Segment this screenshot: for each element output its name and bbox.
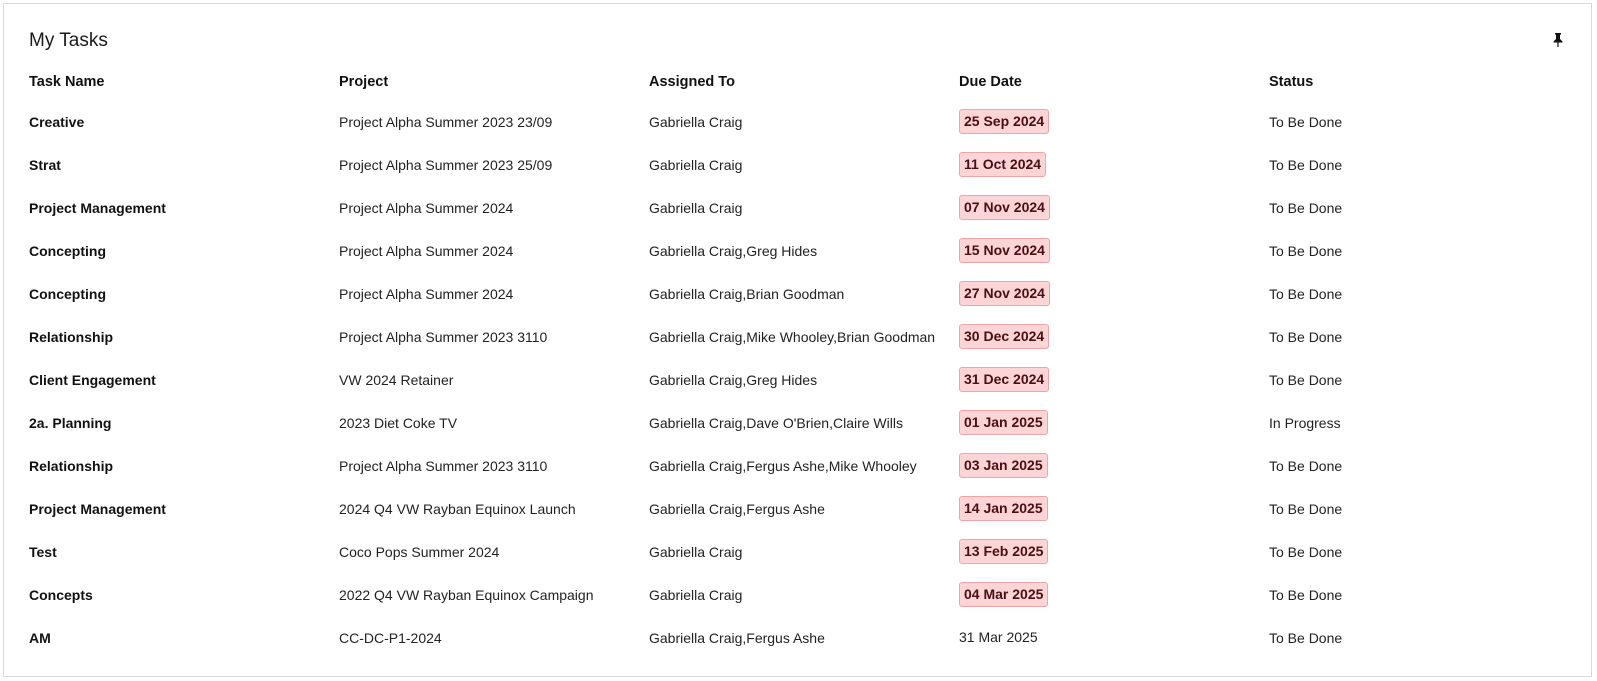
- assignees-cell: [649, 243, 959, 259]
- project-name-cell: [339, 458, 649, 474]
- table-row[interactable]: [29, 100, 1569, 143]
- project-name: CC-DC-P1-2024: [339, 629, 442, 646]
- status-text: To Be Done: [1269, 543, 1343, 560]
- project-name-cell: [339, 415, 649, 431]
- project-name: Project Alpha Summer 2024: [339, 242, 514, 259]
- status-text: To Be Done: [1269, 242, 1343, 259]
- table-row[interactable]: [29, 315, 1569, 358]
- project-name-cell: [339, 544, 649, 560]
- assignees: Gabriella Craig,Brian Goodman: [649, 285, 845, 302]
- task-name-cell: [29, 200, 339, 216]
- task-name-cell: [29, 329, 339, 345]
- task-table: [29, 64, 1569, 659]
- due-date-badge-cell: [959, 152, 1269, 177]
- status-text: To Be Done: [1269, 500, 1343, 517]
- project-name-cell: [339, 243, 649, 259]
- task-name-cell: [29, 544, 339, 560]
- assignees: Gabriella Craig,Fergus Ashe,Mike Whooley: [649, 457, 917, 474]
- assignees: Gabriella Craig,Mike Whooley,Brian Goodman: [649, 328, 936, 345]
- assignees-cell: [649, 458, 959, 474]
- due-date-badge: 07 Nov 2024: [959, 195, 1050, 220]
- project-name: Project Alpha Summer 2023 3110: [339, 457, 548, 474]
- task-name[interactable]: Relationship: [29, 328, 114, 345]
- project-name: Coco Pops Summer 2024: [339, 543, 500, 560]
- task-name-cell: [29, 587, 339, 603]
- task-name-cell: [29, 114, 339, 130]
- table-body: [29, 100, 1569, 659]
- due-date-badge-cell: [959, 324, 1269, 349]
- status-text-cell: [1269, 329, 1569, 345]
- table-header: [29, 64, 1569, 100]
- project-name: Project Alpha Summer 2024: [339, 285, 514, 302]
- task-name[interactable]: Strat: [29, 156, 61, 173]
- project-name: Project Alpha Summer 2023 23/09: [339, 113, 553, 130]
- project-name-cell: [339, 630, 649, 646]
- due-date-badge-cell: [959, 195, 1269, 220]
- status-text-cell: [1269, 114, 1569, 130]
- due-date-cell: [959, 626, 1269, 649]
- column-header-project[interactable]: Project: [339, 74, 389, 90]
- assignees-cell: [649, 544, 959, 560]
- assignees-cell: [649, 329, 959, 345]
- task-name-cell: [29, 501, 339, 517]
- pin-icon[interactable]: [1551, 32, 1565, 48]
- due-date-badge: 13 Feb 2025: [959, 539, 1048, 564]
- status-text: In Progress: [1269, 414, 1341, 431]
- table-row[interactable]: [29, 272, 1569, 315]
- project-name: 2023 Diet Coke TV: [339, 414, 458, 431]
- task-name[interactable]: Client Engagement: [29, 371, 156, 388]
- table-row[interactable]: [29, 573, 1569, 616]
- assignees: Gabriella Craig,Dave O'Brien,Claire Wills: [649, 414, 903, 431]
- status-text-cell: [1269, 458, 1569, 474]
- due-date-badge: 30 Dec 2024: [959, 324, 1049, 349]
- project-name: 2022 Q4 VW Rayban Equinox Campaign: [339, 586, 594, 603]
- project-name: Project Alpha Summer 2024: [339, 199, 514, 216]
- status-text-cell: [1269, 200, 1569, 216]
- due-date: 31 Mar 2025: [959, 629, 1038, 645]
- project-name-cell: [339, 372, 649, 388]
- due-date-badge: 15 Nov 2024: [959, 238, 1050, 263]
- status-text-cell: [1269, 630, 1569, 646]
- assignees: Gabriella Craig: [649, 113, 743, 130]
- due-date-badge-cell: [959, 238, 1269, 263]
- project-name-cell: [339, 200, 649, 216]
- column-header-task-name[interactable]: Task Name: [29, 74, 105, 90]
- assignees-cell: [649, 286, 959, 302]
- project-name-cell: [339, 587, 649, 603]
- task-name[interactable]: Project Management: [29, 199, 166, 216]
- due-date-badge-cell: [959, 539, 1269, 564]
- table-row[interactable]: [29, 143, 1569, 186]
- due-date-badge-cell: [959, 582, 1269, 607]
- task-name[interactable]: Concepts: [29, 586, 93, 603]
- task-name[interactable]: Concepting: [29, 285, 106, 302]
- due-date-badge: 11 Oct 2024: [959, 152, 1046, 177]
- table-row[interactable]: [29, 616, 1569, 659]
- task-name[interactable]: AM: [29, 629, 51, 646]
- project-name: Project Alpha Summer 2023 3110: [339, 328, 548, 345]
- project-name: Project Alpha Summer 2023 25/09: [339, 156, 553, 173]
- assignees-cell: [649, 501, 959, 517]
- table-row[interactable]: [29, 444, 1569, 487]
- status-text: To Be Done: [1269, 629, 1343, 646]
- project-name: 2024 Q4 VW Rayban Equinox Launch: [339, 500, 576, 517]
- assignees-cell: [649, 630, 959, 646]
- assignees: Gabriella Craig: [649, 543, 743, 560]
- due-date-badge-cell: [959, 453, 1269, 478]
- status-text: To Be Done: [1269, 156, 1343, 173]
- column-header-status[interactable]: Status: [1269, 74, 1314, 90]
- task-name[interactable]: Creative: [29, 113, 85, 130]
- project-name-cell: [339, 501, 649, 517]
- panel-title: My Tasks: [29, 30, 108, 51]
- assignees: Gabriella Craig,Fergus Ashe: [649, 629, 825, 646]
- assignees: Gabriella Craig,Fergus Ashe: [649, 500, 825, 517]
- status-text: To Be Done: [1269, 285, 1343, 302]
- due-date-badge-cell: [959, 109, 1269, 134]
- task-name-cell: [29, 372, 339, 388]
- due-date-badge: 27 Nov 2024: [959, 281, 1050, 306]
- my-tasks-panel: [3, 3, 1592, 677]
- assignees: Gabriella Craig,Greg Hides: [649, 242, 818, 259]
- status-text-cell: [1269, 157, 1569, 173]
- table-row[interactable]: [29, 186, 1569, 229]
- task-name-cell: [29, 458, 339, 474]
- task-name[interactable]: Relationship: [29, 457, 114, 474]
- project-name-cell: [339, 114, 649, 130]
- due-date-badge: 31 Dec 2024: [959, 367, 1049, 392]
- task-name-cell: [29, 630, 339, 646]
- due-date-badge: 01 Jan 2025: [959, 410, 1048, 435]
- project-name-cell: [339, 286, 649, 302]
- due-date-badge: 14 Jan 2025: [959, 496, 1048, 521]
- table-row[interactable]: [29, 487, 1569, 530]
- assignees-cell: [649, 114, 959, 130]
- task-name-cell: [29, 157, 339, 173]
- task-name-cell: [29, 286, 339, 302]
- due-date-badge-cell: [959, 367, 1269, 392]
- task-name-cell: [29, 415, 339, 431]
- status-text-cell: [1269, 415, 1569, 431]
- due-date-badge: 04 Mar 2025: [959, 582, 1048, 607]
- assignees-cell: [649, 200, 959, 216]
- assignees: Gabriella Craig: [649, 156, 743, 173]
- due-date-badge: 25 Sep 2024: [959, 109, 1049, 134]
- status-text: To Be Done: [1269, 457, 1343, 474]
- status-text: To Be Done: [1269, 328, 1343, 345]
- assignees: Gabriella Craig: [649, 586, 743, 603]
- column-header-due-date[interactable]: Due Date: [959, 74, 1022, 90]
- due-date-badge: 03 Jan 2025: [959, 453, 1048, 478]
- table-row[interactable]: [29, 530, 1569, 573]
- status-text-cell: [1269, 544, 1569, 560]
- status-text: To Be Done: [1269, 586, 1343, 603]
- task-name[interactable]: 2a. Planning: [29, 414, 112, 431]
- due-date-badge-cell: [959, 496, 1269, 521]
- table-row[interactable]: [29, 229, 1569, 272]
- status-text: To Be Done: [1269, 199, 1343, 216]
- status-text-cell: [1269, 372, 1569, 388]
- status-text: To Be Done: [1269, 371, 1343, 388]
- table-row[interactable]: [29, 401, 1569, 444]
- table-row[interactable]: [29, 358, 1569, 401]
- task-name[interactable]: Test: [29, 543, 57, 560]
- project-name: VW 2024 Retainer: [339, 371, 454, 388]
- assignees-cell: [649, 157, 959, 173]
- project-name-cell: [339, 329, 649, 345]
- due-date-badge-cell: [959, 281, 1269, 306]
- assignees: Gabriella Craig,Greg Hides: [649, 371, 818, 388]
- task-name[interactable]: Project Management: [29, 500, 166, 517]
- assignees-cell: [649, 372, 959, 388]
- column-header-assigned-to[interactable]: Assigned To: [649, 74, 735, 90]
- status-text-cell: [1269, 286, 1569, 302]
- assignees-cell: [649, 415, 959, 431]
- assignees-cell: [649, 587, 959, 603]
- project-name-cell: [339, 157, 649, 173]
- status-text-cell: [1269, 243, 1569, 259]
- status-text-cell: [1269, 587, 1569, 603]
- due-date-badge-cell: [959, 410, 1269, 435]
- status-text: To Be Done: [1269, 113, 1343, 130]
- assignees: Gabriella Craig: [649, 199, 743, 216]
- task-name-cell: [29, 243, 339, 259]
- status-text-cell: [1269, 501, 1569, 517]
- task-name[interactable]: Concepting: [29, 242, 106, 259]
